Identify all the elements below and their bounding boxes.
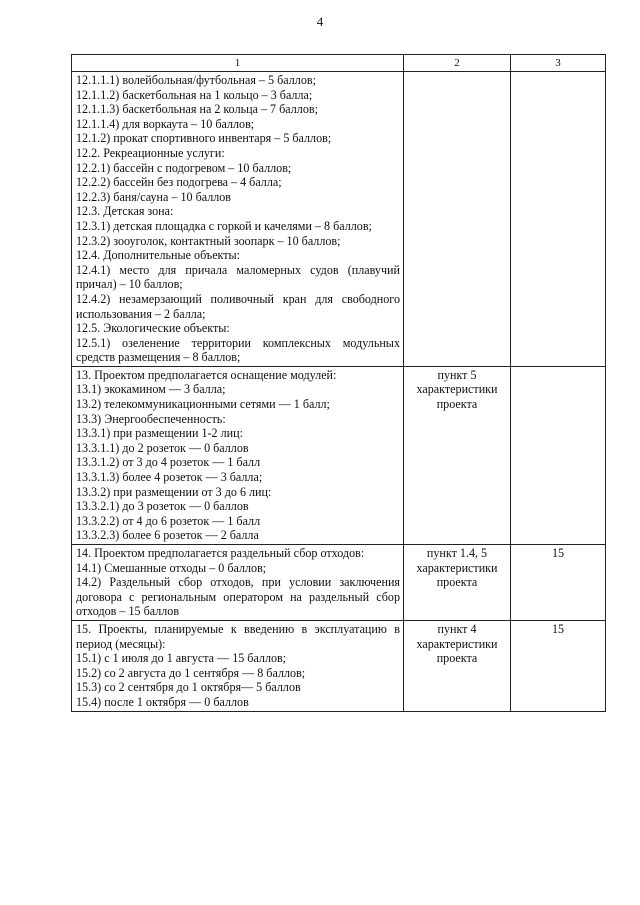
criteria-line: 13.3.2.3) более 6 розеток — 2 балла	[76, 528, 259, 543]
criteria-line: 15.4) после 1 октября — 0 баллов	[76, 694, 249, 709]
criteria-table	[71, 54, 606, 712]
criteria-cell	[72, 545, 404, 621]
reference-cell	[404, 72, 511, 367]
criteria-line: 12.5. Экологические объекты:	[76, 321, 230, 336]
column-header-3: 3	[511, 55, 606, 72]
score-cell	[511, 366, 606, 544]
criteria-cell	[72, 366, 404, 544]
criteria-line: 12.3. Детская зона:	[76, 204, 174, 219]
criteria-line: 13.3.1.3) более 4 розеток — 3 балла;	[76, 470, 263, 485]
criteria-cell	[72, 620, 404, 711]
criteria-line: 12.4. Дополнительные объекты:	[76, 248, 241, 263]
criteria-line: 15.2) со 2 августа до 1 сентября — 8 баллов;	[76, 665, 306, 680]
score-cell	[511, 72, 606, 367]
criteria-line: 12.1.1.1) волейбольная/футбольная – 5 баллов;	[76, 73, 316, 87]
criteria-line: 12.2.3) баня/сауна – 10 баллов	[76, 189, 232, 204]
criteria-line: 13.3.2.1) до 3 розеток — 0 баллов	[76, 499, 249, 514]
criteria-line: 13.2) телекоммуникационными сетями — 1 балл;	[76, 397, 330, 412]
criteria-line: 12.1.2) прокат спортивного инвентаря – 5 баллов;	[76, 131, 332, 146]
criteria-line: 12.4.2) незамерзающий поливочный кран для свободного использования – 2 балла;	[76, 291, 400, 321]
criteria-line: 12.2. Рекреационные услуги:	[76, 145, 225, 160]
criteria-line: 13.3.1) при размещении 1-2 лиц:	[76, 426, 243, 441]
criteria-line: 12.1.1.4) для воркаута – 10 баллов;	[76, 116, 255, 131]
criteria-line: 13.3.1.1) до 2 розеток — 0 баллов	[76, 440, 249, 455]
criteria-line: 12.3.2) зооуголок, контактный зоопарк – 10 баллов;	[76, 233, 341, 248]
table-row	[72, 620, 606, 711]
table-row	[72, 545, 606, 621]
criteria-line: 14.1) Смешанные отходы – 0 баллов;	[76, 560, 267, 575]
criteria-line: 13.3.1.2) от 3 до 4 розеток — 1 балл	[76, 455, 261, 470]
table-row	[72, 72, 606, 367]
criteria-line: 13.1) экокамином — 3 балла;	[76, 382, 226, 397]
page-number: 4	[316, 14, 324, 29]
criteria-line: 12.3.1) детская площадка с горкой и качелями – 8 баллов;	[76, 218, 372, 233]
column-header-1: 1	[72, 55, 404, 72]
criteria-line: 13.3) Энергообеспеченность:	[76, 411, 226, 426]
criteria-line: 13. Проектом предполагается оснащение модулей:	[76, 367, 337, 382]
criteria-cell	[72, 72, 404, 367]
reference-cell: пункт 1.4, 5 характеристики проекта	[404, 545, 511, 621]
criteria-line: 12.4.1) место для причала маломерных судов (плавучий причал) – 10 баллов;	[76, 262, 400, 292]
criteria-line: 12.1.1.2) баскетбольная на 1 кольцо – 3 балла;	[76, 87, 313, 102]
criteria-line: 12.1.1.3) баскетбольная на 2 кольца – 7 баллов;	[76, 102, 318, 117]
criteria-line: 12.5.1) озеленение территории комплексных модульных средств размещения – 8 баллов;	[76, 335, 400, 365]
column-header-2: 2	[404, 55, 511, 72]
score-cell: 15	[511, 545, 606, 621]
criteria-line: 12.2.1) бассейн с подогревом – 10 баллов;	[76, 160, 292, 175]
table-row	[72, 366, 606, 544]
criteria-line: 13.3.2) при размещении от 3 до 6 лиц:	[76, 484, 272, 499]
criteria-line: 12.2.2) бассейн без подогрева – 4 балла;	[76, 175, 282, 190]
criteria-line: 15. Проекты, планируемые к введению в эксплуатацию в период (месяцы):	[76, 621, 400, 651]
criteria-line: 14.2) Раздельный сбор отходов, при условии заключения договора с региональным оператором на раздельный сбор отходов – 15 баллов	[76, 575, 400, 619]
criteria-line: 13.3.2.2) от 4 до 6 розеток — 1 балл	[76, 513, 261, 528]
score-cell: 15	[511, 620, 606, 711]
reference-cell: пункт 4 характеристики проекта	[404, 620, 511, 711]
criteria-line: 15.3) со 2 сентября до 1 октября— 5 баллов	[76, 680, 301, 695]
criteria-line: 14. Проектом предполагается раздельный сбор отходов:	[76, 546, 365, 560]
table-header-row	[72, 55, 606, 72]
reference-cell: пункт 5 характеристики проекта	[404, 366, 511, 544]
table-body	[72, 72, 606, 712]
criteria-line: 15.1) с 1 июля до 1 августа — 15 баллов;	[76, 651, 287, 666]
